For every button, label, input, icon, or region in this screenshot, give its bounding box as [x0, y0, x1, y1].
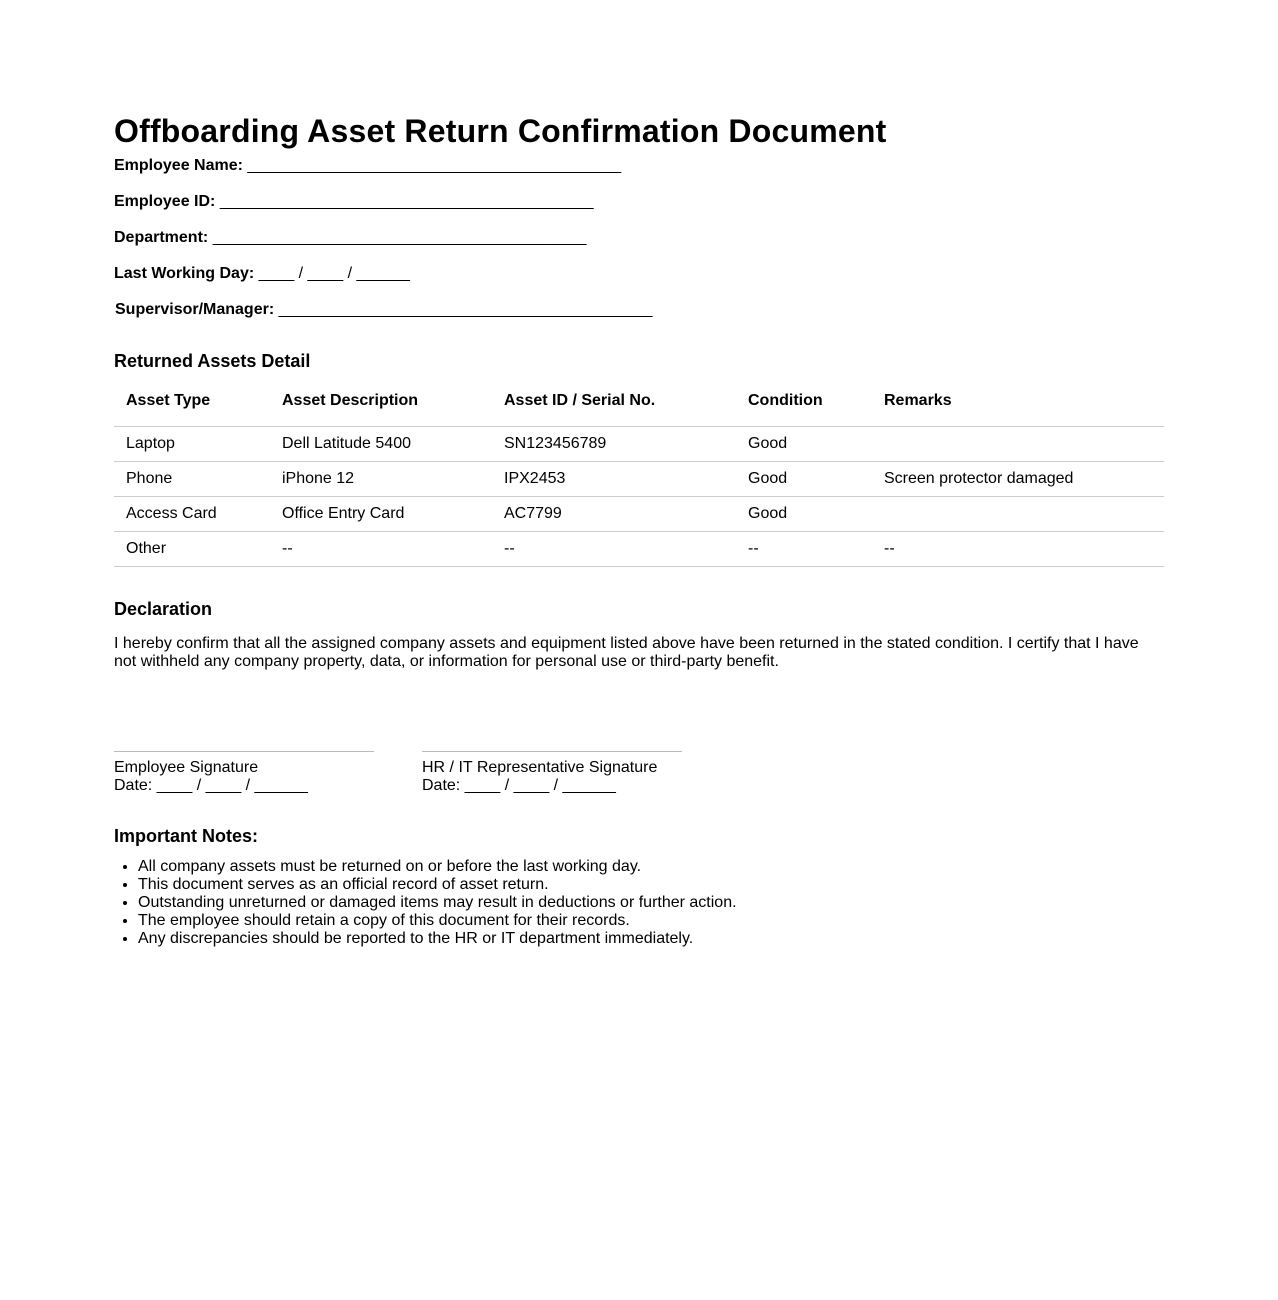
- table-row: [114, 427, 1164, 462]
- employee-id-label: Employee ID:: [114, 193, 216, 210]
- table-cell: Good: [736, 497, 872, 532]
- table-cell: Access Card: [114, 497, 270, 532]
- department-blank: __________________________________________: [212, 229, 587, 246]
- list-item: • This document serves as an official record of asset return.: [138, 876, 1164, 894]
- column-header-asset-type: Asset Type: [114, 390, 270, 427]
- table-header-row: [114, 390, 1164, 427]
- employee-signature-label: Employee Signature: [114, 759, 259, 776]
- list-item: • All company assets must be returned on or before the last working day.: [138, 858, 1164, 876]
- table-cell: Dell Latitude 5400: [270, 427, 492, 462]
- supervisor-field: [114, 300, 1164, 320]
- table-cell: --: [270, 532, 492, 567]
- assets-heading: Returned Assets Detail: [114, 351, 311, 371]
- last-working-day-field: [114, 264, 1164, 284]
- column-header-asset-id: Asset ID / Serial No.: [492, 390, 736, 427]
- signature-section: [114, 751, 1164, 795]
- supervisor-blank: __________________________________________: [278, 301, 653, 318]
- department-label: Department:: [114, 229, 209, 246]
- table-cell: iPhone 12: [270, 462, 492, 497]
- table-cell: IPX2453: [492, 462, 736, 497]
- employee-name-field: [114, 156, 1164, 176]
- employee-name-blank: __________________________________________: [247, 157, 622, 174]
- table-cell: [872, 497, 1164, 532]
- table-cell: --: [492, 532, 736, 567]
- supervisor-label: Supervisor/Manager:: [115, 301, 275, 318]
- column-header-remarks: Remarks: [872, 390, 1164, 427]
- table-cell: Good: [736, 462, 872, 497]
- employee-signature-block: [114, 751, 374, 795]
- list-item: • Outstanding unreturned or damaged items may result in deductions or further action.: [138, 894, 1164, 912]
- department-field: [114, 228, 1164, 248]
- table-cell: SN123456789: [492, 427, 736, 462]
- last-working-day-label: Last Working Day:: [114, 265, 255, 282]
- notes-list: [114, 858, 1164, 948]
- assets-table: [114, 390, 1164, 567]
- employee-name-label: Employee Name:: [114, 157, 243, 174]
- column-header-condition: Condition: [736, 390, 872, 427]
- table-cell: AC7799: [492, 497, 736, 532]
- list-item: • The employee should retain a copy of this document for their records.: [138, 912, 1164, 930]
- employee-signature-line: [114, 751, 374, 752]
- employee-signature-date: Date: ____ / ____ / ______: [114, 777, 308, 794]
- table-cell: --: [872, 532, 1164, 567]
- table-cell: --: [736, 532, 872, 567]
- notes-heading: Important Notes:: [114, 826, 258, 846]
- representative-signature-label: HR / IT Representative Signature: [422, 759, 658, 776]
- table-cell: [872, 427, 1164, 462]
- table-cell: Office Entry Card: [270, 497, 492, 532]
- declaration-heading: Declaration: [114, 599, 213, 619]
- table-cell: Phone: [114, 462, 270, 497]
- column-header-asset-description: Asset Description: [270, 390, 492, 427]
- table-row: [114, 462, 1164, 497]
- table-cell: Good: [736, 427, 872, 462]
- employee-id-blank: __________________________________________: [219, 193, 594, 210]
- table-cell: Other: [114, 532, 270, 567]
- document-page: [114, 112, 1164, 948]
- declaration-text: I hereby confirm that all the assigned company assets and equipment listed above have been returned in the stated condition. I certify that I have not withheld any company property, data, or information for personal use or third-party benefit.: [114, 635, 1139, 670]
- page-title: Offboarding Asset Return Confirmation Document: [114, 113, 887, 149]
- representative-signature-block: [422, 751, 682, 795]
- table-cell: Screen protector damaged: [872, 462, 1164, 497]
- last-working-day-blank: ____ / ____ / ______: [258, 265, 410, 282]
- table-cell: Laptop: [114, 427, 270, 462]
- table-row: [114, 497, 1164, 532]
- list-item: • Any discrepancies should be reported to the HR or IT department immediately.: [138, 930, 1164, 948]
- representative-signature-date: Date: ____ / ____ / ______: [422, 777, 616, 794]
- employee-id-field: [114, 192, 1164, 212]
- representative-signature-line: [422, 751, 682, 752]
- table-row: [114, 532, 1164, 567]
